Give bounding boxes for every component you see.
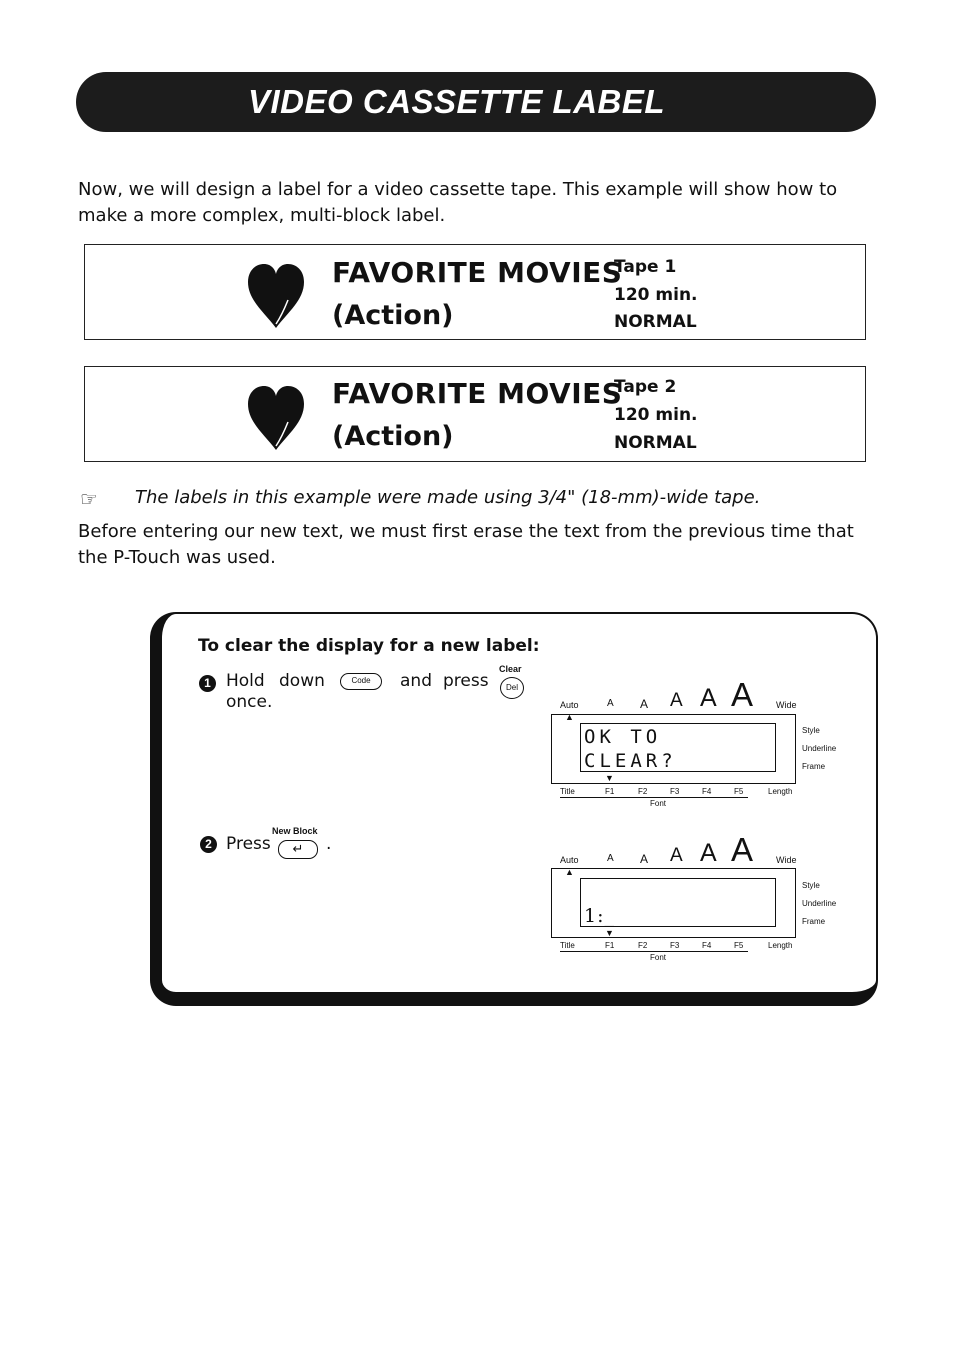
size-a-4: A (700, 839, 717, 867)
label-2-mode: NORMAL (614, 433, 697, 453)
label-2-length: 120 min. (614, 405, 698, 425)
style-label: Style (802, 726, 820, 735)
heart-icon (246, 384, 306, 452)
code-key: Code (340, 673, 382, 690)
up-arrow-icon: ▲ (565, 867, 574, 877)
font-label: Font (650, 799, 667, 808)
heart-icon (246, 262, 306, 330)
size-a-2: A (640, 852, 649, 866)
label-2-tape: Tape 2 (614, 377, 677, 397)
size-a-1: A (607, 698, 614, 709)
fkey-f4: F4 (702, 787, 712, 796)
fkey-f5: F5 (734, 787, 744, 796)
down-arrow-icon: ▼ (605, 928, 614, 938)
label-1-title: FAVORITE MOVIES (332, 256, 623, 289)
size-a-5: A (731, 831, 754, 868)
label-1-mode: NORMAL (614, 312, 697, 332)
step-1-down: down (279, 671, 325, 691)
fkey-f5: F5 (734, 941, 744, 950)
style-label: Style (802, 881, 820, 890)
note-text: The labels in this example were made using 3/4" (18-mm)-wide tape. (135, 487, 761, 508)
step-1-number: 1 (199, 675, 216, 692)
fkey-underline (560, 951, 748, 952)
frame-label: Frame (802, 917, 826, 926)
intro-paragraph: Now, we will design a label for a video cassette tape. This example will show how to make a more complex, multi-block label. (78, 179, 838, 226)
del-key: Del (500, 677, 524, 699)
fkey-f1: F1 (605, 787, 615, 796)
label-1-length: 120 min. (614, 285, 698, 305)
clear-key-caption: Clear (499, 664, 522, 674)
wide-label: Wide (776, 700, 797, 710)
size-a-1: A (607, 853, 614, 864)
fkey-f2: F2 (638, 787, 648, 796)
label-2-subtitle: (Action) (332, 421, 454, 452)
size-a-3: A (670, 845, 683, 866)
up-arrow-icon: ▲ (565, 712, 574, 722)
step-1-once: once. (226, 692, 273, 712)
new-block-caption: New Block (272, 826, 318, 836)
fkey-f3: F3 (670, 787, 680, 796)
fkey-length: Length (768, 787, 793, 796)
frame-label: Frame (802, 762, 826, 771)
enter-key: ↵ (278, 840, 318, 859)
step-1-and: and (400, 671, 432, 691)
size-a-2: A (640, 697, 649, 711)
step-2-period: . (326, 834, 332, 854)
page-title: VIDEO CASSETTE LABEL (248, 83, 666, 120)
auto-label: Auto (560, 700, 579, 710)
label-1-subtitle: (Action) (332, 300, 454, 331)
lcd-1-line-1: OK TO (584, 726, 662, 748)
fkey-f3: F3 (670, 941, 680, 950)
label-1-tape: Tape 1 (614, 257, 677, 277)
step-1-hold: Hold (226, 671, 265, 691)
fkey-title: Title (560, 787, 575, 796)
fkey-f4: F4 (702, 941, 712, 950)
fkey-length: Length (768, 941, 793, 950)
lcd-1-line-2: CLEAR? (584, 750, 677, 772)
instruction-paragraph: Before entering our new text, we must first erase the text from the previous time that the P-Touch was used. (78, 521, 854, 568)
pointing-hand-icon: ☞ (80, 489, 98, 511)
size-a-5: A (731, 676, 754, 713)
down-arrow-icon: ▼ (605, 773, 614, 783)
step-2-press: Press (226, 834, 271, 854)
fkey-underline (560, 797, 748, 798)
underline-label: Underline (802, 744, 837, 753)
wide-label: Wide (776, 855, 797, 865)
fkey-f1: F1 (605, 941, 615, 950)
size-a-3: A (670, 690, 683, 711)
step-2-number: 2 (200, 836, 217, 853)
label-2-title: FAVORITE MOVIES (332, 377, 623, 410)
font-label: Font (650, 953, 667, 962)
size-a-4: A (700, 684, 717, 712)
lcd-2-line-2: 1:_ (584, 905, 615, 927)
panel-title: To clear the display for a new label: (198, 636, 540, 656)
underline-label: Underline (802, 899, 837, 908)
step-1-press: press (443, 671, 489, 691)
auto-label: Auto (560, 855, 579, 865)
fkey-f2: F2 (638, 941, 648, 950)
fkey-title: Title (560, 941, 575, 950)
